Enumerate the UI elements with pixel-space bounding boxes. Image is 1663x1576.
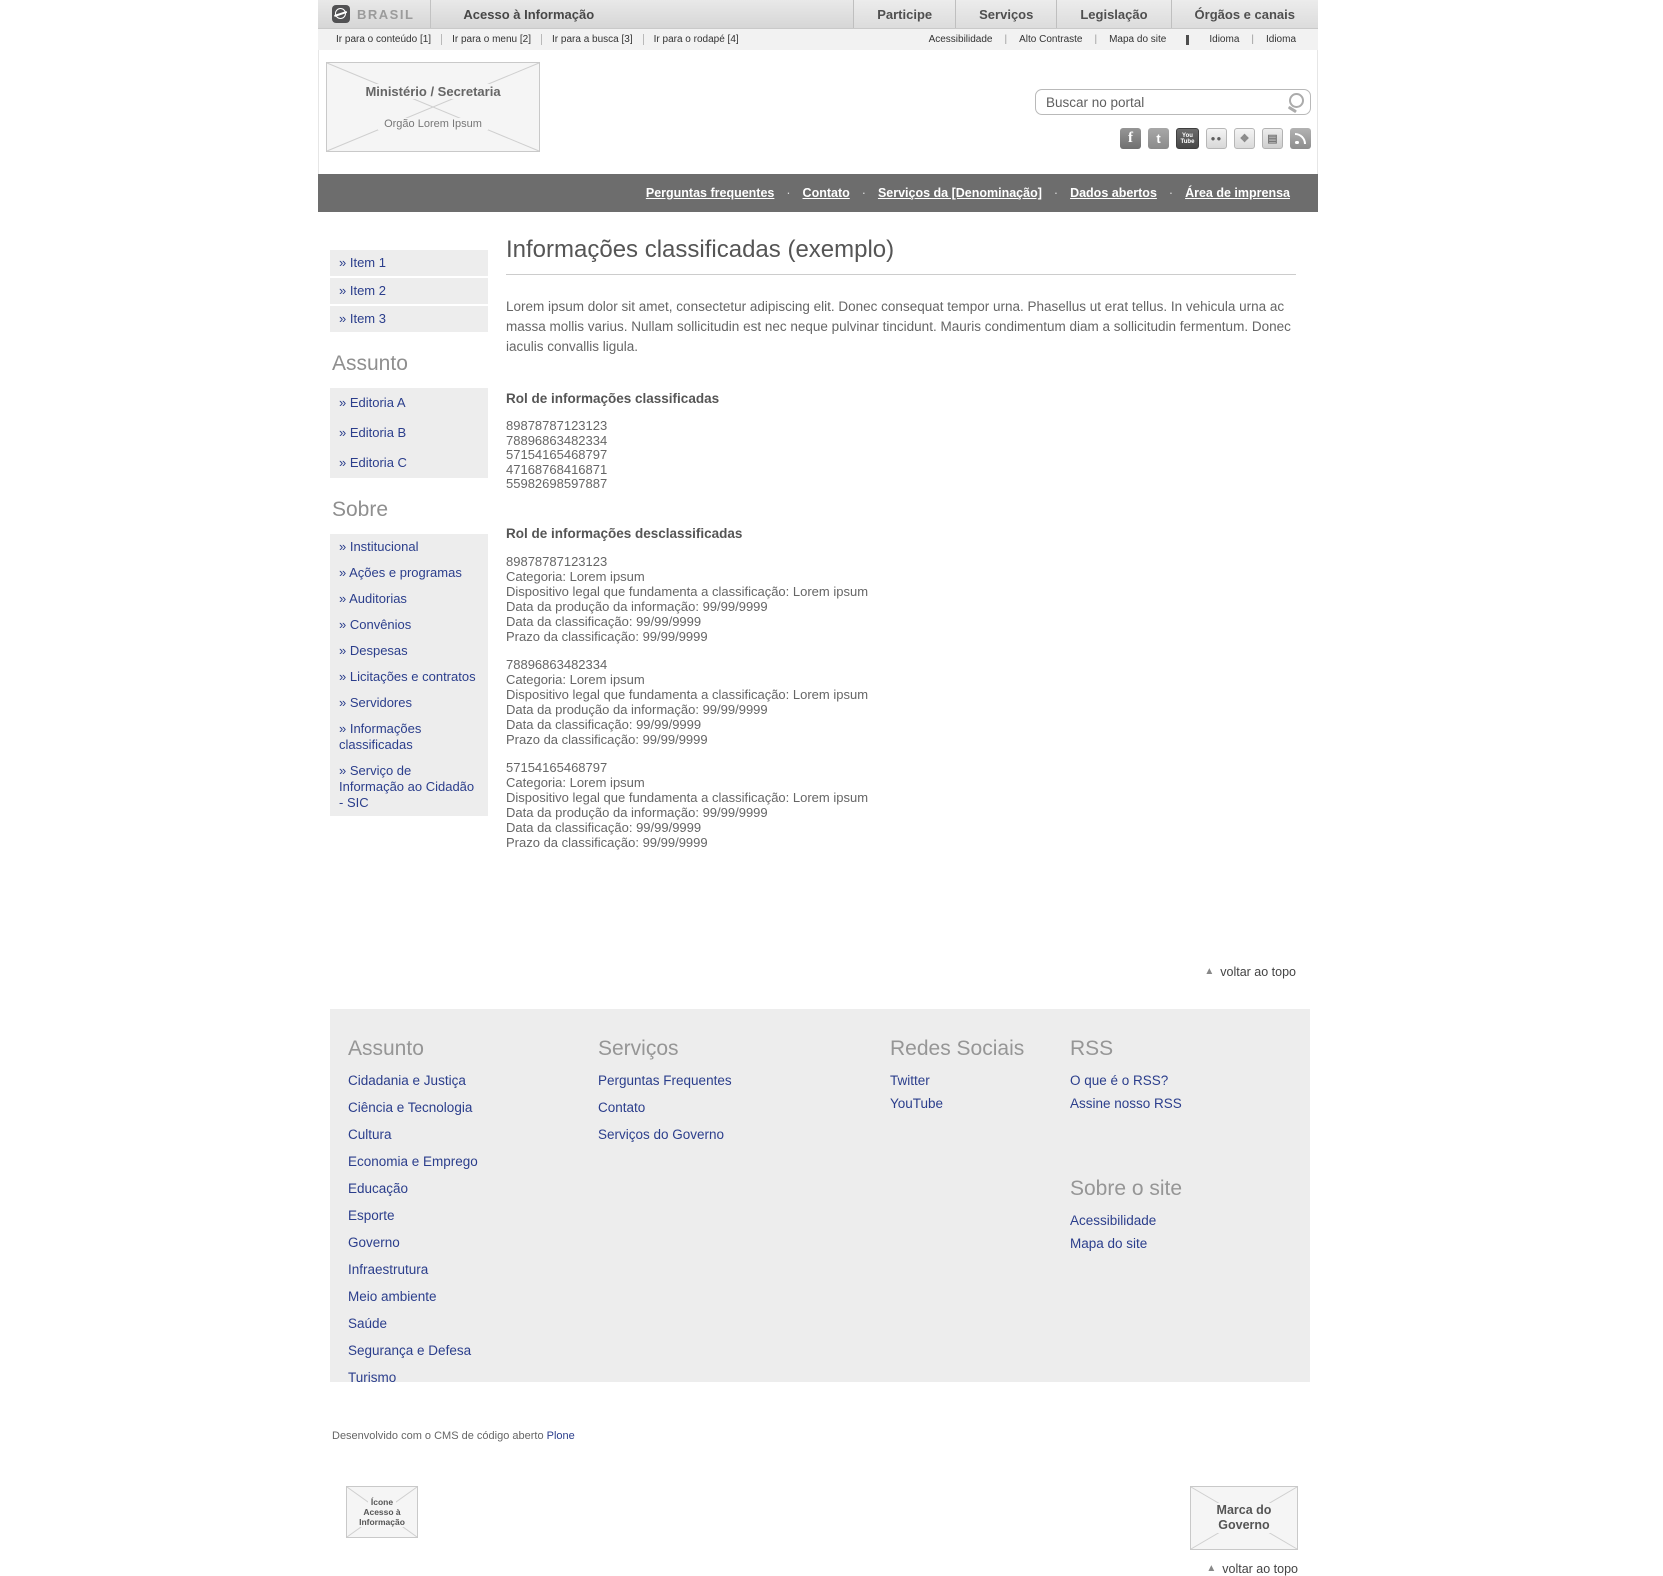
sidebar-link[interactable]: » Servidores bbox=[339, 695, 412, 710]
back-to-top-bottom[interactable] bbox=[1206, 1562, 1298, 1576]
footer-servicos-heading: Serviços bbox=[598, 1036, 679, 1060]
sidebar-sobre-heading: Sobre bbox=[332, 498, 389, 521]
record-line: Data da classificação: 99/99/9999 bbox=[506, 613, 702, 629]
placeholder-label-line: Informação bbox=[356, 1517, 408, 1527]
footer-list-item[interactable] bbox=[1070, 1096, 1310, 1111]
brasil-flag-icon bbox=[332, 5, 350, 23]
footer-list-item[interactable] bbox=[890, 1073, 1070, 1088]
access-info-icon-label bbox=[347, 1487, 417, 1537]
sidebar-items-portlet bbox=[330, 250, 488, 332]
record-line: Categoria: Lorem ipsum bbox=[506, 568, 645, 584]
sidebar-link[interactable]: » Editoria B bbox=[339, 425, 407, 440]
classificadas-number: 57154165468797 bbox=[506, 447, 608, 462]
footer-list-item[interactable] bbox=[348, 1235, 598, 1250]
skip-link[interactable]: Ir para o conteúdo [1] bbox=[326, 34, 442, 45]
footer-list-item[interactable] bbox=[1070, 1213, 1310, 1228]
sidebar-item[interactable] bbox=[330, 250, 488, 278]
nav-faq-link[interactable]: Perguntas frequentes bbox=[645, 186, 775, 200]
placeholder-label-line: Ícone bbox=[368, 1497, 396, 1507]
footer-list-item[interactable] bbox=[348, 1181, 598, 1196]
classificadas-number: 89878787123123 bbox=[506, 418, 608, 433]
footer-link[interactable]: Acessibilidade bbox=[1070, 1212, 1157, 1228]
rss-glyph bbox=[1294, 132, 1307, 145]
desclassificadas-heading: Rol de informações desclassificadas bbox=[506, 525, 743, 541]
sidebar-assunto-heading: Assunto bbox=[332, 352, 408, 375]
colophon-text: Desenvolvido com o CMS de código aberto bbox=[332, 1429, 544, 1442]
footer-link[interactable]: Cultura bbox=[348, 1126, 392, 1142]
portal-search bbox=[1035, 89, 1311, 115]
footer-link[interactable]: Economia e Emprego bbox=[348, 1153, 478, 1169]
footer-assunto-links bbox=[348, 1073, 598, 1385]
sidebar-link[interactable]: » Item 3 bbox=[339, 311, 386, 326]
footer-rss-links bbox=[1070, 1073, 1310, 1111]
picasa-icon[interactable]: ❖ bbox=[1234, 128, 1255, 149]
bottom-right-stack bbox=[1190, 1486, 1298, 1576]
search-input[interactable] bbox=[1035, 89, 1311, 115]
sidebar-item[interactable] bbox=[330, 534, 488, 560]
classificadas-number: 47168768416871 bbox=[506, 461, 608, 477]
footer-sobre-site-heading: Sobre o site bbox=[1070, 1176, 1183, 1200]
title-rule bbox=[506, 274, 1296, 275]
footer-link[interactable]: Cidadania e Justiça bbox=[348, 1072, 466, 1088]
topbar-menu-item[interactable]: Serviços bbox=[955, 0, 1056, 28]
back-to-top-link[interactable]: voltar ao topo bbox=[1220, 964, 1296, 979]
footer-list-item[interactable] bbox=[348, 1370, 598, 1385]
thick-separator bbox=[1186, 35, 1189, 45]
classificadas-heading: Rol de informações classificadas bbox=[506, 391, 720, 406]
footer-link[interactable]: Infraestrutura bbox=[348, 1261, 429, 1277]
site-header bbox=[318, 50, 1318, 174]
desclassificada-record bbox=[506, 760, 1296, 850]
youtube-icon[interactable]: You Tube bbox=[1176, 128, 1199, 149]
footer-link[interactable]: Serviços do Governo bbox=[598, 1126, 725, 1142]
sitemap-link[interactable]: Mapa do site bbox=[1109, 34, 1167, 45]
up-triangle-icon: ▲ bbox=[1204, 966, 1215, 977]
portal-title: Acesso à Informação bbox=[430, 0, 594, 28]
nav-contact-link[interactable]: Contato bbox=[802, 186, 850, 200]
footer-link[interactable]: Perguntas Frequentes bbox=[598, 1072, 732, 1088]
up-triangle-icon: ▲ bbox=[1206, 1563, 1217, 1574]
footer-list-item[interactable] bbox=[348, 1100, 598, 1115]
footer-link[interactable]: YouTube bbox=[890, 1095, 944, 1111]
plone-link[interactable]: Plone bbox=[546, 1429, 575, 1442]
footer-sobre-site-links bbox=[1070, 1213, 1310, 1251]
sidebar-link[interactable]: » Despesas bbox=[339, 643, 408, 658]
page-title: Informações classificadas (exemplo) bbox=[506, 236, 895, 263]
footer-list-item[interactable] bbox=[348, 1316, 598, 1331]
record-line: Data da classificação: 99/99/9999 bbox=[506, 819, 702, 835]
topbar-menu-item[interactable]: Legislação bbox=[1056, 0, 1170, 28]
government-brand-placeholder bbox=[1190, 1486, 1298, 1550]
site-footer bbox=[330, 1009, 1310, 1385]
dot-separator: · bbox=[786, 186, 791, 200]
org-title: Ministério / Secretaria bbox=[359, 84, 506, 99]
footer-link[interactable]: Contato bbox=[598, 1099, 646, 1115]
record-line: Dispositivo legal que fundamenta a classificação: Lorem ipsum bbox=[506, 789, 869, 805]
footer-list-item[interactable] bbox=[890, 1096, 1070, 1111]
colophon bbox=[332, 1430, 1318, 1442]
sidebar-item[interactable] bbox=[330, 278, 488, 306]
record-line: Prazo da classificação: 99/99/9999 bbox=[506, 834, 708, 850]
org-subtitle: Orgão Lorem Ipsum bbox=[378, 118, 488, 130]
sidebar-item[interactable] bbox=[330, 388, 488, 418]
record-line: 89878787123123 bbox=[506, 553, 608, 569]
record-line: Dispositivo legal que fundamenta a classificação: Lorem ipsum bbox=[506, 583, 869, 599]
access-info-icon-placeholder bbox=[346, 1486, 418, 1538]
ministry-logo-labels bbox=[327, 63, 539, 151]
footer-link[interactable]: Governo bbox=[348, 1234, 400, 1250]
sidebar-sobre-portlet bbox=[330, 534, 488, 816]
sidebar-item[interactable] bbox=[330, 664, 488, 690]
brasil-logo[interactable] bbox=[318, 0, 430, 28]
classificadas-number: 55982698597887 bbox=[506, 476, 608, 491]
footer-redes-heading: Redes Sociais bbox=[890, 1036, 1025, 1060]
nav-press-link[interactable]: Área de imprensa bbox=[1185, 186, 1290, 200]
footer-servicos-links bbox=[598, 1073, 890, 1142]
main-area bbox=[318, 212, 1318, 1009]
record-line: Data da produção da informação: 99/99/9999 bbox=[506, 701, 768, 717]
slideshare-icon[interactable]: ▤ bbox=[1262, 128, 1283, 149]
sidebar-editorias-portlet bbox=[330, 388, 488, 478]
skip-link[interactable]: Ir para o rodapé [4] bbox=[653, 34, 739, 45]
facebook-icon[interactable]: f bbox=[1120, 128, 1141, 149]
footer-col-servicos bbox=[598, 1023, 890, 1382]
record-line: 57154165468797 bbox=[506, 759, 608, 775]
footer-link[interactable]: Saúde bbox=[348, 1315, 388, 1331]
sidebar-item[interactable] bbox=[330, 586, 488, 612]
record-line: Prazo da classificação: 99/99/9999 bbox=[506, 731, 708, 747]
classificadas-list bbox=[506, 419, 1296, 492]
footer-list-item[interactable] bbox=[598, 1073, 890, 1088]
twitter-icon[interactable]: t bbox=[1148, 128, 1169, 149]
footer-link[interactable]: Segurança e Defesa bbox=[348, 1342, 472, 1358]
sidebar-link[interactable]: » Informações classificadas bbox=[339, 721, 422, 752]
topbar-menu-item[interactable]: Órgãos e canais bbox=[1171, 0, 1318, 28]
record-line: Dispositivo legal que fundamenta a classificação: Lorem ipsum bbox=[506, 686, 869, 702]
intro-line: Lorem ipsum dolor sit amet, consectetur adipiscing elit. Donec consequat tempor urna. Phasellus ut erat tellus. In vehicula urna ac bbox=[506, 299, 1285, 314]
footer-link[interactable]: Assine nosso RSS bbox=[1070, 1095, 1182, 1111]
bottom-row bbox=[318, 1486, 1318, 1576]
placeholder-label-line: Marca do bbox=[1211, 1503, 1278, 1518]
sidebar-item[interactable] bbox=[330, 448, 488, 478]
sidebar-link[interactable]: » Serviço de Informação ao Cidadão - SIC bbox=[339, 763, 475, 810]
sidebar-link[interactable]: » Editoria C bbox=[339, 455, 407, 470]
top-bar bbox=[318, 0, 1318, 29]
classificadas-number: 78896863482334 bbox=[506, 432, 608, 448]
sidebar-item[interactable] bbox=[330, 638, 488, 664]
placeholder-label-line: Governo bbox=[1212, 1518, 1275, 1533]
separator: | bbox=[1251, 34, 1254, 45]
footer-sobre-site bbox=[1070, 1177, 1310, 1251]
footer-list-item[interactable] bbox=[348, 1208, 598, 1223]
footer-list-item[interactable] bbox=[598, 1100, 890, 1115]
footer-list-item[interactable] bbox=[348, 1343, 598, 1358]
record-line: 78896863482334 bbox=[506, 656, 608, 672]
footer-list-item[interactable] bbox=[598, 1127, 890, 1142]
record-line: Data da classificação: 99/99/9999 bbox=[506, 716, 702, 732]
government-brand-label bbox=[1191, 1487, 1297, 1549]
skip-links bbox=[318, 34, 749, 45]
sidebar-link[interactable]: » Item 2 bbox=[339, 283, 386, 298]
topbar-menu-item[interactable]: Participe bbox=[853, 0, 955, 28]
footer-col-assunto bbox=[348, 1023, 598, 1385]
dot-separator: · bbox=[1053, 186, 1059, 200]
footer-link[interactable]: Esporte bbox=[348, 1207, 395, 1223]
page-container bbox=[318, 0, 1318, 1576]
footer-link[interactable]: Twitter bbox=[890, 1072, 930, 1088]
sidebar-link[interactable]: » Convênios bbox=[339, 617, 412, 632]
desclassificada-record bbox=[506, 554, 1296, 644]
footer-assunto-heading: Assunto bbox=[348, 1036, 424, 1060]
skip-link[interactable]: Ir para a busca [3] bbox=[542, 34, 644, 45]
sidebar-link[interactable]: » Ações e programas bbox=[339, 565, 462, 580]
footer-list-item[interactable] bbox=[348, 1289, 598, 1304]
footer-link[interactable]: Turismo bbox=[348, 1369, 397, 1385]
footer-list-item[interactable] bbox=[348, 1262, 598, 1277]
footer-list-item[interactable] bbox=[1070, 1073, 1310, 1088]
footer-link[interactable]: Ciência e Tecnologia bbox=[348, 1099, 473, 1115]
rss-icon[interactable] bbox=[1290, 128, 1311, 149]
separator: | bbox=[1094, 34, 1098, 45]
footer-col-redes bbox=[890, 1023, 1070, 1382]
footer-rss-heading: RSS bbox=[1070, 1036, 1114, 1060]
sidebar-item[interactable] bbox=[330, 690, 488, 716]
skip-link[interactable]: Ir para o menu [2] bbox=[442, 34, 542, 45]
social-icons bbox=[1120, 128, 1311, 149]
footer-list-item[interactable] bbox=[348, 1154, 598, 1169]
search-magnifier-icon[interactable] bbox=[1286, 91, 1308, 113]
footer-col-rss bbox=[1070, 1023, 1310, 1382]
footer-list-item[interactable] bbox=[348, 1073, 598, 1088]
sidebar-link[interactable]: » Auditorias bbox=[339, 591, 407, 606]
record-line: Data da produção da informação: 99/99/9999 bbox=[506, 804, 768, 820]
back-to-top[interactable] bbox=[506, 965, 1296, 979]
accessibility-links bbox=[917, 34, 1318, 45]
language-link[interactable]: Idioma bbox=[1209, 34, 1240, 45]
record-line: Categoria: Lorem ipsum bbox=[506, 671, 645, 687]
placeholder-label-line: Acesso à bbox=[360, 1507, 403, 1517]
footer-link[interactable]: Meio ambiente bbox=[348, 1288, 437, 1304]
sidebar-item[interactable] bbox=[330, 612, 488, 638]
sidebar-item[interactable] bbox=[330, 758, 488, 816]
content-column bbox=[488, 212, 1318, 1009]
footer-link[interactable]: Educação bbox=[348, 1180, 409, 1196]
sidebar-link[interactable]: » Editoria A bbox=[339, 395, 406, 410]
dot-separator: · bbox=[1168, 186, 1174, 200]
intro-paragraph bbox=[506, 297, 1296, 357]
high-contrast-link[interactable]: Alto Contraste bbox=[1019, 34, 1083, 45]
sidebar-link[interactable]: » Licitações e contratos bbox=[339, 669, 476, 684]
topbar-menu bbox=[853, 0, 1318, 28]
footer-list-item[interactable] bbox=[348, 1127, 598, 1142]
accessibility-bar bbox=[318, 29, 1318, 50]
footer-list-item[interactable] bbox=[1070, 1236, 1310, 1251]
record-line: Prazo da classificação: 99/99/9999 bbox=[506, 628, 708, 644]
back-to-top-link[interactable]: voltar ao topo bbox=[1222, 1561, 1298, 1576]
record-line: Categoria: Lorem ipsum bbox=[506, 774, 645, 790]
language-link[interactable]: Idioma bbox=[1265, 34, 1296, 45]
sidebar-link[interactable]: » Item 1 bbox=[339, 255, 386, 270]
desclassificada-record bbox=[506, 657, 1296, 747]
intro-line: massa mollis varius. Nullam sollicitudin est nec neque pulvinar tincidunt. Mauris condimentum diam a sollicitudin fermentum. Donec bbox=[506, 319, 1291, 334]
sidebar-item[interactable] bbox=[330, 560, 488, 586]
intro-line: iaculis convallis ligula. bbox=[506, 339, 639, 354]
accessibility-link[interactable]: Acessibilidade bbox=[928, 34, 993, 45]
nav-open-data-link[interactable]: Dados abertos bbox=[1070, 186, 1157, 200]
sidebar-item[interactable] bbox=[330, 418, 488, 448]
separator: | bbox=[1004, 34, 1008, 45]
sidebar bbox=[330, 212, 488, 816]
sidebar-item[interactable] bbox=[330, 716, 488, 758]
record-line: Data da produção da informação: 99/99/9999 bbox=[506, 598, 768, 614]
brasil-brand-label: BRASIL bbox=[357, 6, 415, 22]
sidebar-item[interactable] bbox=[330, 306, 488, 332]
footer-redes-links bbox=[890, 1073, 1070, 1111]
sidebar-link[interactable]: » Institucional bbox=[339, 539, 419, 554]
main-nav-bar bbox=[318, 174, 1318, 212]
dot-separator: · bbox=[861, 186, 866, 200]
footer-link[interactable]: O que é o RSS? bbox=[1070, 1072, 1169, 1088]
ministry-logo-placeholder bbox=[326, 62, 540, 152]
nav-services-link[interactable]: Serviços da [Denominação] bbox=[877, 186, 1042, 200]
footer-link[interactable]: Mapa do site bbox=[1070, 1235, 1148, 1251]
flickr-icon[interactable]: ●● bbox=[1206, 128, 1227, 149]
